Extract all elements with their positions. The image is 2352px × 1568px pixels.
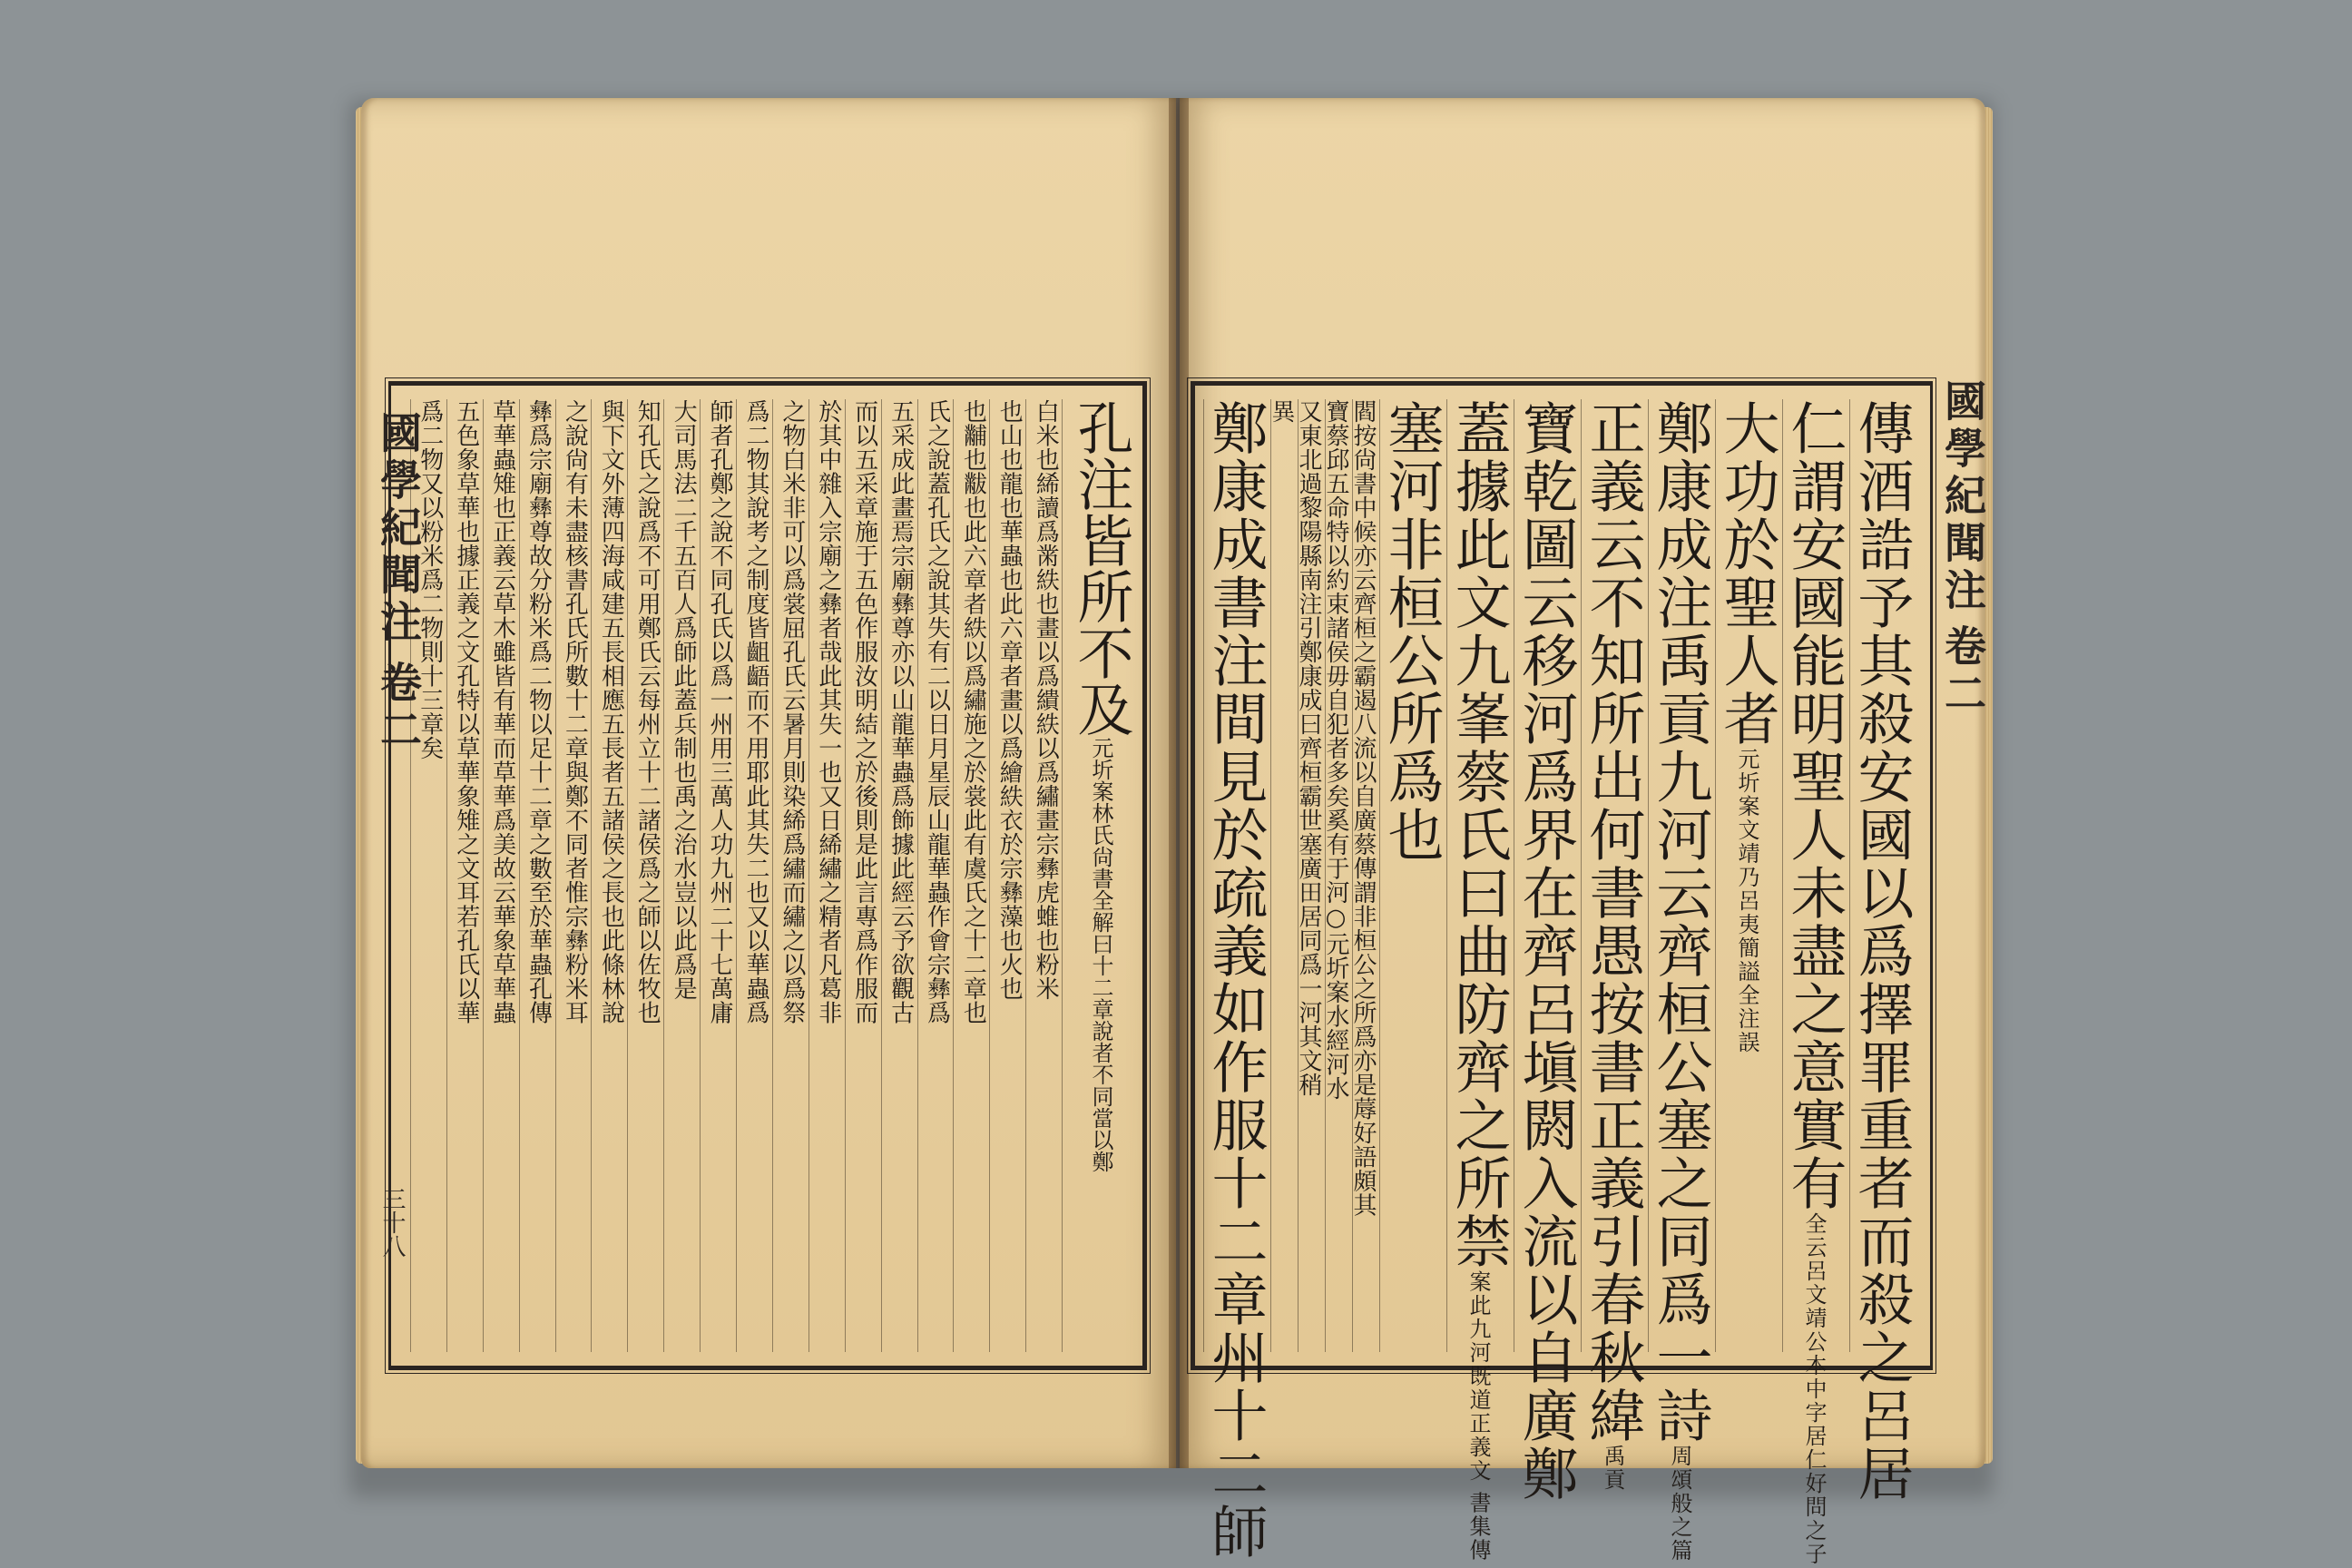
left-text-column: 氏之說蓋孔氏之說其失有二以日月星辰山龍華蟲作會宗彝爲 (917, 399, 954, 1352)
right-text-column (1781, 399, 1849, 1566)
book-gutter (1169, 98, 1189, 1468)
left-text-column: 彝爲宗廟彝尊故分粉米爲二物以足十二章之數至於華蟲孔傳 (519, 399, 555, 1352)
right-column-note: 禹貢 (1600, 1445, 1625, 1492)
left-text-column: 也黼也黻也此六章者紩以爲繡施之於裳此有虞氏之十二章也 (953, 399, 989, 1352)
left-text-column: 五色象草華也據正義之文孔特以草華象雉之文耳若孔氏以華 (446, 399, 483, 1352)
left-text-column: 爲二物其說考之制度皆齟齬而不用耶此其失二也又以華蟲爲 (736, 399, 772, 1352)
right-text-column (1379, 399, 1446, 1352)
left-fold-number: 三十八 (378, 1187, 406, 1258)
right-column-text: 大功於聖人者 (1714, 399, 1780, 748)
right-column-note: 案此九河既道正義文 書集傳 (1465, 1270, 1491, 1563)
left-margin-title: 國學紀聞注 (374, 411, 423, 647)
right-margin-title: 國學紀聞注 (1938, 379, 1987, 615)
right-text-column (1580, 399, 1648, 1492)
right-text-column (1848, 399, 1916, 1503)
left-text-column: 也山也龍也華蟲也此六章者畫以爲繪紩衣於宗彝藻也火也 (989, 399, 1025, 1352)
left-text-column: 白米也絺讀爲黹紩也畫以爲繢紩以爲繡畫宗彝虎蜼也粉米 (1025, 399, 1062, 1352)
right-column-text: 異 (1268, 399, 1295, 424)
right-margin-volume: 卷二 (1938, 624, 1987, 719)
left-text-column: 於其中雜入宗廟之彝者哉此其失一也又日絺繡之精者凡葛非 (808, 399, 845, 1352)
left-margin-volume: 卷二 (374, 661, 423, 755)
right-column-text: 寶蔡邱五命特以約束諸侯毋自犯者多矣奚有于河○元圻案水經河水 (1322, 399, 1349, 1101)
right-text-column (1513, 399, 1581, 1503)
left-text-column: 之物白米非可以爲裳屈孔氏云暑月則染絺爲繡而繡之以爲祭 (772, 399, 808, 1352)
right-column-note: 全云呂文靖公本中字居仁好問之子 (1801, 1212, 1827, 1566)
left-text-column: 大司馬法二千五百人爲師此蓋兵制也禹之治水豈以此爲是 (663, 399, 700, 1352)
left-text-column: 師者孔鄭之說不同孔氏以爲一州用三萬人功九州二十七萬庸 (700, 399, 736, 1352)
right-text-column (1647, 399, 1715, 1563)
right-text-column (1715, 399, 1782, 1352)
right-column-text: 寶乾圖云移河爲界在齊呂塡閼入流以自廣鄭 (1513, 399, 1579, 1503)
left-text-column: 五采成此畫焉宗廟彝尊亦以山龍華蟲爲飾據此經云予欲觀古 (881, 399, 917, 1352)
left-text-column: 草華蟲雉也正義云草木雖皆有華而草華爲美故云華象草華蟲 (483, 399, 519, 1352)
left-text-column: 而以五采章施于五色作服汝明結之於後則是此言專爲作服而 (845, 399, 881, 1352)
right-column-text: 蓋據此文九峯蔡氏曰曲防齊之所禁 (1446, 399, 1512, 1270)
left-heading-column (1062, 399, 1136, 1352)
right-column-note: 周頌般之篇 (1667, 1445, 1692, 1563)
right-column-text: 鄭康成注禹貢九河云齊桓公塞之同爲一詩 (1647, 399, 1713, 1445)
left-heading-note: 元圻案林氏尙書全解曰十二章說者不同當以鄭 (1088, 737, 1113, 1172)
right-text-columns (1200, 399, 1916, 1566)
right-text-column (1446, 399, 1514, 1563)
left-text-column: 知孔氏之說爲不可用鄭氏云每州立十二諸侯爲之師以佐牧也 (627, 399, 663, 1352)
right-column-text: 鄭康成書注間見於疏義如作服十二章州十二師 (1202, 399, 1269, 1561)
right-column-text: 閻按尙書中候亦云齊桓之霸遏八流以自廣蔡傳謂非桓公之所爲亦是蓐好語頗其 (1349, 399, 1377, 1217)
right-column-text: 正義云不知所出何書愚按書正義引春秋緯 (1580, 399, 1646, 1445)
right-column-note: 元圻案文靖乃呂夷簡謚全注誤 (1734, 748, 1759, 1054)
left-text-columns (410, 399, 1136, 1352)
left-text-column: 爲二物又以粉米爲二物則十三章矣 (410, 399, 446, 1352)
left-text-column: 之說尙有未盡核書孔氏所數十二章與鄭不同者惟宗彝粉米耳 (555, 399, 592, 1352)
right-column-text: 又東北過黎陽縣南注引鄭康成曰齊桓霸世塞廣田居同爲一河其文稍 (1295, 399, 1322, 1097)
left-heading: 孔注皆所不及 (1068, 399, 1134, 737)
right-column-text: 傳酒誥予其殺安國以爲擇罪重者而殺之呂居 (1848, 399, 1915, 1503)
right-text-column (1202, 399, 1270, 1561)
left-text-column: 與下文外薄四海咸建五長相應五長者五諸侯之長也此條林說 (591, 399, 627, 1352)
right-column-text: 塞河非桓公所爲也 (1378, 399, 1445, 864)
right-column-text: 仁謂安國能明聖人未盡之意實有 (1781, 399, 1847, 1212)
